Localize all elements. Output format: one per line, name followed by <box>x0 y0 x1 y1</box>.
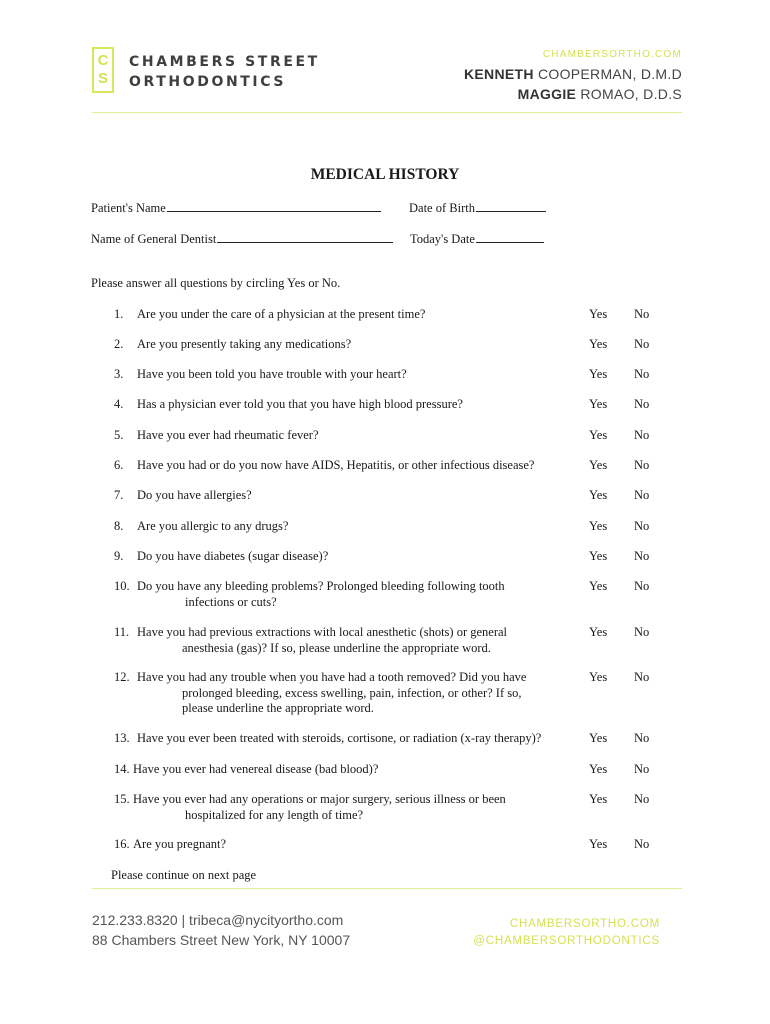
question-3-text-line-1: Have you been told you have trouble with your heart? <box>137 367 407 381</box>
question-12-no-option[interactable]: No <box>634 670 650 684</box>
brand-name-line2: ORTHODONTICS <box>129 74 287 90</box>
instructions: Please answer all questions by circling Yes or No. <box>91 276 341 290</box>
question-12-text-line-2: prolonged bleeding, excess swelling, pain, infection, or other? If so, <box>182 685 522 700</box>
header-website[interactable]: CHAMBERSORTHO.COM <box>542 49 682 60</box>
question-2-no-option[interactable]: No <box>634 337 650 351</box>
question-11-no-option[interactable]: No <box>634 625 650 639</box>
question-6-yes-option[interactable]: Yes <box>589 458 608 472</box>
question-14-number: 14. <box>114 762 130 776</box>
continue-note: Please continue on next page <box>111 868 257 882</box>
question-15-text-line-2: hospitalized for any length of time? <box>185 807 364 822</box>
question-10-text-line-1: Do you have any bleeding problems? Prolonged bleeding following tooth <box>137 579 505 593</box>
question-7-no-option[interactable]: No <box>634 488 650 502</box>
dob-line[interactable] <box>476 211 546 212</box>
question-13-yes-option[interactable]: Yes <box>589 731 608 745</box>
question-1-text-line-1: Are you under the care of a physician at the present time? <box>137 307 426 321</box>
question-9-text-line-1: Do you have diabetes (sugar disease)? <box>137 549 329 563</box>
footer-address: 88 Chambers Street New York, NY 10007 <box>92 932 351 948</box>
question-3-number: 3. <box>114 367 124 381</box>
form-title: MEDICAL HISTORY <box>310 166 460 183</box>
logo-mark <box>92 47 114 93</box>
header-divider <box>92 112 682 113</box>
question-5-text-line-1: Have you ever had rheumatic fever? <box>137 428 319 442</box>
question-12-number: 12. <box>114 670 130 684</box>
question-3-yes-option[interactable]: Yes <box>589 367 608 381</box>
patient-name-field[interactable] <box>91 201 381 216</box>
question-1-number: 1. <box>114 307 124 321</box>
question-11-number: 11. <box>114 625 130 639</box>
logo-letter-c: C <box>97 52 109 69</box>
today-date-line[interactable] <box>476 242 544 243</box>
question-7-text-line-1: Do you have allergies? <box>137 488 252 502</box>
question-2-number: 2. <box>114 337 124 351</box>
question-16-yes-option[interactable]: Yes <box>589 837 608 851</box>
question-9-no-option[interactable]: No <box>634 549 650 563</box>
question-16-number: 16. <box>114 837 130 851</box>
question-12-yes-option[interactable]: Yes <box>589 670 608 684</box>
question-5-number: 5. <box>114 428 124 442</box>
question-9-yes-option[interactable]: Yes <box>589 549 608 563</box>
dentist-line[interactable] <box>217 242 393 243</box>
doctor-2-rest: ROMAO, D.D.S <box>576 86 682 102</box>
question-4-number: 4. <box>114 397 124 411</box>
question-10-yes-option[interactable]: Yes <box>589 579 608 593</box>
footer-divider <box>92 888 682 889</box>
question-8-text-line-1: Are you allergic to any drugs? <box>137 519 289 533</box>
question-16-no-option[interactable]: No <box>634 837 650 851</box>
today-date-label: Today's Date <box>410 232 475 246</box>
question-13-number: 13. <box>114 731 130 745</box>
brand-name-line1: CHAMBERS STREET <box>129 54 320 70</box>
question-3-no-option[interactable]: No <box>634 367 650 381</box>
question-14-yes-option[interactable]: Yes <box>589 762 608 776</box>
doctor-1-rest: COOPERMAN, D.M.D <box>533 66 682 82</box>
question-13-text-line-1: Have you ever been treated with steroids, cortisone, or radiation (x-ray therapy)? <box>137 731 542 745</box>
question-2-yes-option[interactable]: Yes <box>589 337 608 351</box>
question-16-text-line-1: Are you pregnant? <box>133 837 227 851</box>
question-12-text-line-3: please underline the appropriate word. <box>182 701 374 715</box>
logo-letter-s: S <box>97 70 108 87</box>
question-10-no-option[interactable]: No <box>634 579 650 593</box>
dob-label: Date of Birth <box>409 201 475 215</box>
footer-website[interactable]: CHAMBERSORTHO.COM <box>509 918 660 930</box>
doctor-1-first: KENNETH <box>464 66 534 82</box>
question-7-yes-option[interactable]: Yes <box>589 488 608 502</box>
question-11-yes-option[interactable]: Yes <box>589 625 608 639</box>
doctor-2 <box>518 86 682 102</box>
question-11-text-line-2: anesthesia (gas)? If so, please underline the appropriate word. <box>182 640 491 655</box>
question-15-no-option[interactable]: No <box>634 792 650 806</box>
question-6-number: 6. <box>114 458 124 472</box>
question-15-text-line-1: Have you ever had any operations or major surgery, serious illness or been <box>133 792 506 806</box>
question-10-number: 10. <box>114 579 130 593</box>
dob-field[interactable] <box>409 201 546 216</box>
question-7-number: 7. <box>114 488 124 502</box>
question-12-text-line-1: Have you had any trouble when you have had a tooth removed? Did you have <box>137 670 527 684</box>
question-8-no-option[interactable]: No <box>634 519 650 533</box>
patient-name-line[interactable] <box>167 211 381 212</box>
question-8-yes-option[interactable]: Yes <box>589 519 608 533</box>
patient-name-label: Patient's Name <box>91 201 166 215</box>
question-15-number: 15. <box>114 792 130 806</box>
question-2-text-line-1: Are you presently taking any medications? <box>137 337 352 351</box>
footer-social[interactable]: @CHAMBERSORTHODONTICS <box>473 935 660 947</box>
question-5-yes-option[interactable]: Yes <box>589 428 608 442</box>
question-9-number: 9. <box>114 549 124 563</box>
doctor-1 <box>464 66 682 82</box>
question-11-text-line-1: Have you had previous extractions with local anesthetic (shots) or general <box>137 625 508 639</box>
today-date-field[interactable] <box>410 232 544 247</box>
question-1-yes-option[interactable]: Yes <box>589 307 608 321</box>
question-14-text-line-1: Have you ever had venereal disease (bad blood)? <box>133 762 379 776</box>
dentist-label: Name of General Dentist <box>91 232 217 246</box>
question-4-yes-option[interactable]: Yes <box>589 397 608 411</box>
question-10-text-line-2: infections or cuts? <box>185 594 277 609</box>
question-5-no-option[interactable]: No <box>634 428 650 442</box>
question-15-yes-option[interactable]: Yes <box>589 792 608 806</box>
question-4-no-option[interactable]: No <box>634 397 650 411</box>
question-14-no-option[interactable]: No <box>634 762 650 776</box>
question-6-text-line-1: Have you had or do you now have AIDS, Hepatitis, or other infectious disease? <box>137 458 535 472</box>
question-4-text-line-1: Has a physician ever told you that you have high blood pressure? <box>137 397 463 411</box>
question-6-no-option[interactable]: No <box>634 458 650 472</box>
question-8-number: 8. <box>114 519 124 533</box>
question-1-no-option[interactable]: No <box>634 307 650 321</box>
doctor-2-first: MAGGIE <box>517 86 577 102</box>
dentist-field[interactable] <box>91 232 393 247</box>
footer-contact[interactable]: 212.233.8320 | tribeca@nycityortho.com <box>92 912 344 928</box>
question-13-no-option[interactable]: No <box>634 731 650 745</box>
